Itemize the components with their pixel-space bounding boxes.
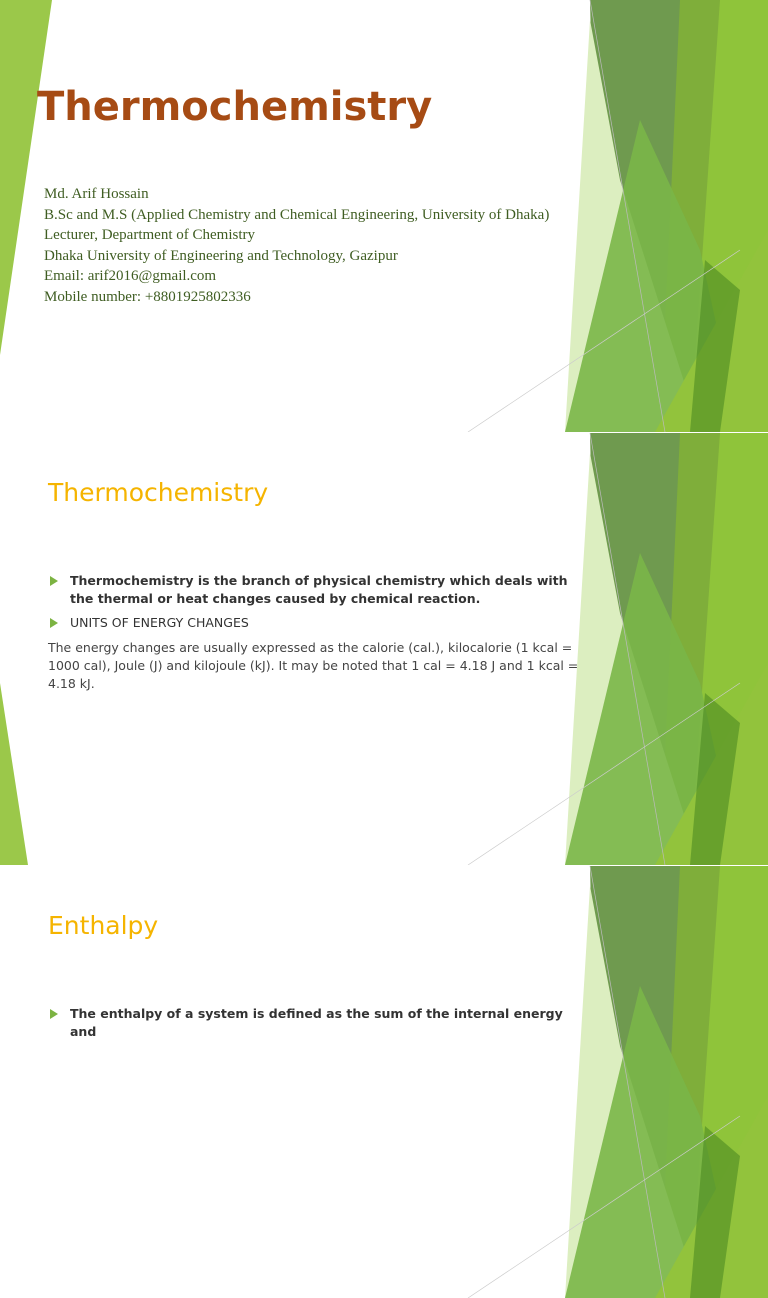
slide-3-enthalpy [0,866,768,1298]
author-name: Md. Arif Hossain [44,186,149,202]
bullet-arrow-icon [50,618,58,628]
slide-heading: Thermochemistry [48,478,269,507]
author-email: Email: arif2016@gmail.com [44,268,217,285]
bullet-item: Thermochemistry is the branch of physical chemistry which deals with the thermal or heat changes caused by chemical reaction. [50,572,580,608]
bullet-arrow-icon [50,576,58,586]
author-degree: B.Sc and M.S (Applied Chemistry and Chemical Engineering, University of Dhaka) [44,206,550,223]
paragraph: The energy changes are usually expressed as the calorie (cal.), kilocalorie (1 kcal = 1000 cal), Joule (J) and kilojoule (kJ). It may be noted that 1 cal = 4.18 J and 1 kcal = 4.18 kJ. [48,640,579,691]
author-info [44,184,549,308]
bullet-arrow-icon [50,1009,58,1019]
bullet-item: UNITS OF ENERGY CHANGES [50,614,580,632]
slide-1-title [0,0,768,432]
author-mobile: Mobile number: +8801925802336 [44,288,251,305]
slide-2-thermochemistry [0,433,768,865]
bullet-item: The enthalpy of a system is defined as the sum of the internal energy and [50,1005,580,1041]
presentation-title: Thermochemistry [37,84,433,130]
slide-heading: Enthalpy [48,911,159,940]
author-position: Lecturer, Department of Chemistry [44,227,255,244]
author-institution: Dhaka University of Engineering and Technology, Gazipur [44,247,398,264]
